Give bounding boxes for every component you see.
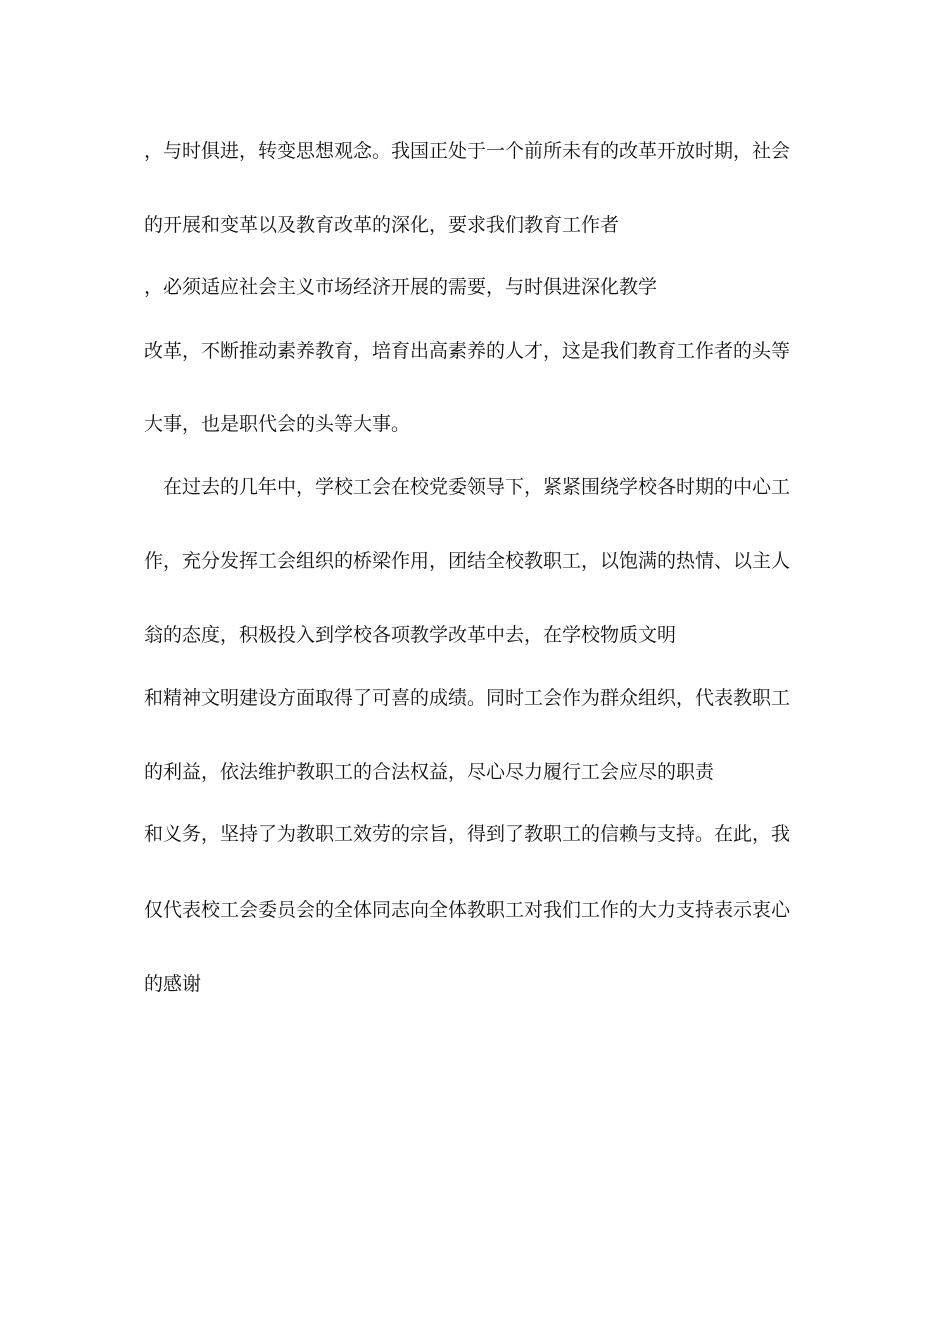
text-line: 仅代表校工会委员会的全体同志向全体教职工对我们工作的大力支持表示衷心: [144, 899, 791, 921]
text-line: 改革，不断推动素养教育，培育出高素养的人才，这是我们教育工作者的头等: [144, 340, 791, 362]
text-line: 和义务，坚持了为教职工效劳的宗旨，得到了教职工的信赖与支持。在此，我: [144, 823, 791, 845]
text-line: 的开展和变革以及教育改革的深化，要求我们教育工作者: [144, 214, 620, 236]
text-line: 的感谢: [144, 973, 202, 995]
text-line: 翁的态度，积极投入到学校各项教学改革中去，在学校物质文明: [144, 624, 677, 646]
text-line: 作，充分发挥工会组织的桥梁作用，团结全校教职工，以饱满的热情、以主人: [144, 550, 791, 572]
text-line: 的利益，依法维护教职工的合法权益，尽心尽力履行工会应尽的职责: [144, 761, 715, 783]
text-line: ，必须适应社会主义市场经济开展的需要，与时俱进深化教学: [144, 276, 658, 298]
paragraph-first-line: 在过去的几年中，学校工会在校党委领导下，紧紧围绕学校各时期的中心工: [163, 476, 791, 498]
text-line: 和精神文明建设方面取得了可喜的成绩。同时工会作为群众组织，代表教职工: [144, 687, 791, 709]
text-line: 大事，也是职代会的头等大事。: [144, 413, 411, 435]
text-line: ，与时俱进，转变思想观念。我国正处于一个前所未有的改革开放时期，社会: [144, 140, 791, 162]
